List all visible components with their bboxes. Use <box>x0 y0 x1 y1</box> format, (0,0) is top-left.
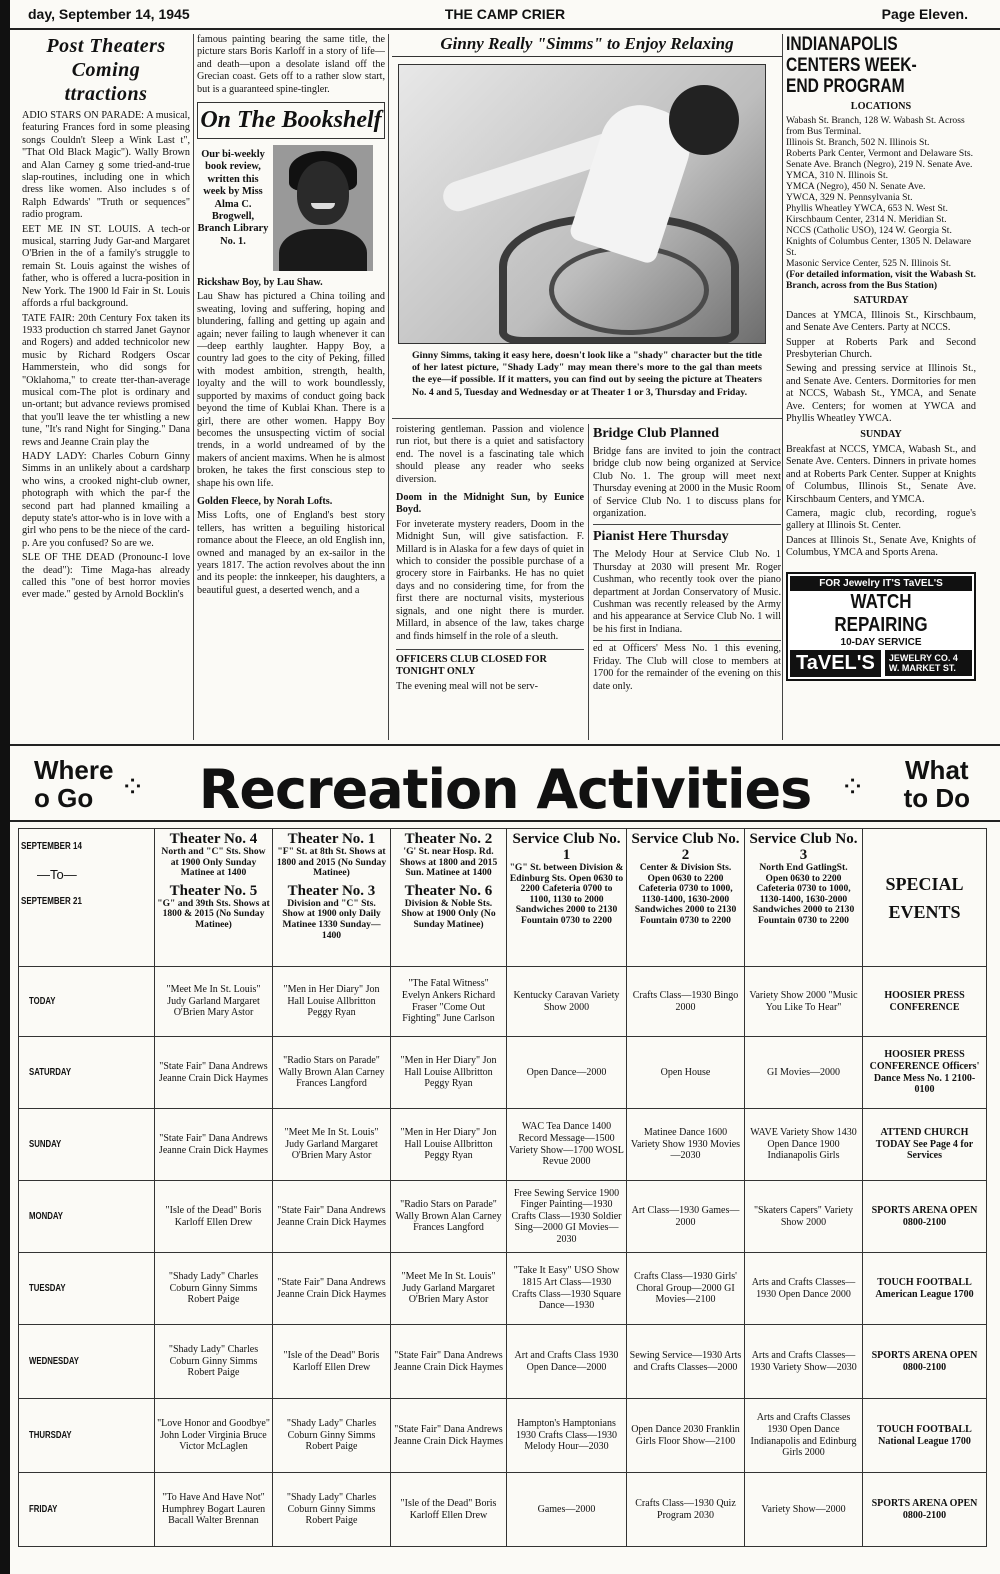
bookshelf-column <box>197 34 385 740</box>
schedule-cell: "State Fair" Dana Andrews Jeanne Crain Dick Haymes <box>391 1325 507 1399</box>
ginny-headline: Ginny Really "Simms" to Enjoy Relaxing <box>392 34 782 57</box>
schedule-cell: "To Have And Have Not" Humphrey Bogart Lauren Bacall Walter Brennan <box>155 1473 273 1547</box>
ad-headline: WATCH REPAIRING <box>834 590 928 636</box>
special-event-cell: SPORTS ARENA OPEN 0800-2100 <box>863 1181 987 1253</box>
schedule-cell: "Meet Me In St. Louis" Judy Garland Margaret O'Brien Mary Astor <box>391 1253 507 1325</box>
schedule-cell: WAVE Variety Show 1430 Open Dance 1900 Indianapolis Girls <box>745 1109 863 1181</box>
schedule-cell: "Isle of the Dead" Boris Karloff Ellen Drew <box>273 1325 391 1399</box>
review-continuation: famous painting bearing the same title, the picture stars Boris Karloff in a story of life—and death—upon a desolate island off the Grecian coast. Gets off to a rather slow start, but is a guaranteed spine-tingler. <box>197 34 385 95</box>
ginny-headline-wrap <box>392 34 782 62</box>
schedule-cell: Art and Crafts Class 1930 Open Dance—2000 <box>507 1325 627 1399</box>
schedule-row <box>19 1109 987 1181</box>
location-item: Knights of Columbus Center, 1305 N. Delaware St. <box>786 236 972 259</box>
section-rule <box>392 418 782 419</box>
ginny-simms-photo <box>398 64 766 344</box>
pianist-head: Pianist Here Thursday <box>593 529 729 545</box>
location-item: Illinois St. Branch, 502 N. Illinois St. <box>786 137 930 149</box>
issue-date: day, September 14, 1945 <box>28 6 190 22</box>
schedule-cell: Kentucky Caravan Variety Show 2000 <box>507 967 627 1037</box>
newspaper-title: THE CAMP CRIER <box>444 6 566 22</box>
schedule-cell: Crafts Class—1930 Quiz Program 2030 <box>627 1473 745 1547</box>
locations-head: LOCATIONS <box>850 101 912 112</box>
location-item: Wabash St. Branch, 128 W. Wabash St. Across from Bus Terminal. <box>786 115 965 138</box>
program-item: Breakfast at NCCS, YMCA, Wabash St., and Senate Ave. Centers. Dinners in private homes and at Roberts Park Center. Supper at Knights of Columbus, Illinois St., Senate Ave. Kirschbaum Centers, and YMCA. <box>786 443 976 505</box>
schedule-cell: "State Fair" Dana Andrews Jeanne Crain Dick Haymes <box>273 1181 391 1253</box>
column-rule <box>193 34 194 740</box>
date-range: SEPTEMBER 14 —To— SEPTEMBER 21 <box>19 829 155 967</box>
day-label: FRIDAY <box>19 1473 155 1547</box>
indianapolis-column <box>786 34 976 740</box>
column-rule <box>388 34 389 740</box>
program-item: Sewing and pressing service at Illinois St., and Senate Ave. Centers. Dormitories for men at NCCS, Wabash St., YMCA, and Senate Ave. Centers; for women at YWCA and Phyllis Wheatley YWCA. <box>786 363 976 425</box>
schedule-cell: Arts and Crafts Classes—1930 Open Dance 2000 <box>745 1253 863 1325</box>
ad-tagline: FOR Jewelry IT'S TaVEL'S <box>790 576 972 591</box>
schedule-cell: "Shady Lady" Charles Coburn Ginny Simms Robert Paige <box>273 1473 391 1547</box>
schedule-row <box>19 967 987 1037</box>
book-review: Miss Lofts, one of England's best story tellers, has written a beguiling historical romance about the Fleece, an old English inn, owned and managed by an ex-sailor in the years 1817. The action revolves about the inn and its people: the innkeeper, his daughters, a beautiful guest, a deserted wench, and a <box>197 510 385 596</box>
review-paragraph: EET ME IN ST. LOUIS. A tech-or musical, starring Judy Gar-and Margaret O'Brien in the of a family's struggle to remain St. Louis against the wishes of father, who is offered a lucra-position in New York. The 1900 ld Fair in St. Louis affords a rful background. <box>22 223 190 310</box>
special-event-cell: ATTEND CHURCH TODAY See Page 4 for Services <box>863 1109 987 1181</box>
special-event-cell: SPORTS ARENA OPEN 0800-2100 <box>863 1473 987 1547</box>
program-item: Camera, magic club, recording, rogue's gallery at Illinois St. Center. <box>786 507 976 532</box>
day-label: THURSDAY <box>19 1399 155 1473</box>
schedule-cell: Variety Show—2000 <box>745 1473 863 1547</box>
review-paragraph: ADIO STARS ON PARADE: A musical, featuring Frances ford in some pleasing songs Couldn't Sleep a Wink Last t", "That Old Black Magic"). Wally Brown and Alan Carney g some tried-and-true slap-routines, including one in which dress like women. Also includes s of Ralph Edwards' "Truth or sequences" radio program. <box>22 110 190 221</box>
officers-club-text: The evening meal will not be serv- <box>396 680 539 692</box>
location-item: Kirschbaum Center, 2314 N. Meridian St. <box>786 214 947 226</box>
schedule-cell: "Shady Lady" Charles Coburn Ginny Simms Robert Paige <box>155 1325 273 1399</box>
schedule-cell: Open Dance 2030 Franklin Girls Floor Show—2100 <box>627 1399 745 1473</box>
schedule-cell: Open House <box>627 1037 745 1109</box>
saturday-head: SATURDAY <box>853 295 909 307</box>
tavels-ad <box>786 572 976 681</box>
column-rule <box>782 34 783 740</box>
sunday-head: SUNDAY <box>860 429 902 441</box>
special-events-head: SPECIAL EVENTS <box>863 829 987 967</box>
pianist-text: The Melody Hour at Service Club No. 1 Thursday at 2030 will present Mr. Roger Cushman, who recently took over the piano department at Jordan Conservatory of Music. Cushman was recently released by the Army and his appearance at Service Club No. 1 will be his first in Indiana. <box>593 549 781 635</box>
clover-ornament-icon: ⁘ <box>120 771 146 804</box>
schedule-cell: "Men in Her Diary" Jon Hall Louise Allbritton Peggy Ryan <box>273 967 391 1037</box>
schedule-cell: Arts and Crafts Classes—1930 Variety Show—2030 <box>745 1325 863 1399</box>
page-number: Page Eleven. <box>881 6 968 22</box>
schedule-row <box>19 1473 987 1547</box>
book-review-continued: roistering gentleman. Passion and violence run riot, but there is a quiet and satisfactory end. The novel is a fascinating tale which should please any reader who seeks diversion. Doom in the Midnight Sun, by Eunice Boyd. For inveterate mystery readers, Doom in the Midnight Sun, will give satisfaction. F. Millard is in Alaska for a few days of quiet in which to consider the possible purchase of a grocery store in Fairbanks. He has no quiet days and no considering time, for from the first there are nocturnal visits, mysterious signals, and one night there is murder. Millard, in absence of the law, takes charge and finds himself in the role of a sleuth. OFFICERS CLUB CLOSED FOR TONIGHT ONLY The evening meal will not be serv- <box>396 424 584 692</box>
officers-club-continued: ed at Officers' Mess No. 1 this evening, Friday. The Club will close to members at 1700 for the remainder of the evening on this date only. <box>593 643 781 692</box>
location-list <box>786 115 976 291</box>
location-item: Senate Ave. Branch (Negro), 219 N. Senate Ave. <box>786 159 973 171</box>
schedule-cell: "Isle of the Dead" Boris Karloff Ellen Drew <box>155 1181 273 1253</box>
schedule-cell: "Take It Easy" USO Show 1815 Art Class—1930 Crafts Class—1930 Square Dance—1930 <box>507 1253 627 1325</box>
book-review: Lau Shaw has pictured a China toiling and sweating, loving and suffering, hoping and blundering, falling and getting up again and again; never failing to laugh whenever it can—deep earthly laughter. Happy Boy, a country lad goes to the city of Peking, filled with modest ambition, strength, health, loyalty and the will to work boundlessly, supported by maxims of conduct going back beyond the time of Kublai Khan. There is a girl, there are other women. Happy Boy becomes the unsuspecting victim of social trends, in a world undreamed of by the makers of ancient maxims. When he is almost broken, he takes the first conscious step to shape his own life. <box>197 291 385 489</box>
clover-ornament-icon: ⁘ <box>840 771 866 804</box>
book-title: Rickshaw Boy, by Lau Shaw. <box>197 277 323 289</box>
schedule-row <box>19 1253 987 1325</box>
schedule-row <box>19 1399 987 1473</box>
schedule-cell: "Radio Stars on Parade" Wally Brown Alan Carney Frances Langford <box>273 1037 391 1109</box>
special-event-cell: SPORTS ARENA OPEN 0800-2100 <box>863 1325 987 1399</box>
schedule-row <box>19 1037 987 1109</box>
book-title: Golden Fleece, by Norah Lofts. <box>197 495 333 507</box>
schedule-cell: Matinee Dance 1600 Variety Show 1930 Movies—2030 <box>627 1109 745 1181</box>
location-note: (For detailed information, visit the Wabash St. Branch, across from the Bus Station) <box>786 269 976 292</box>
banner-right: What to Do <box>903 755 970 813</box>
day-label: MONDAY <box>19 1181 155 1253</box>
venue-theater-4-5: Theater No. 4 North and "C" Sts. Show at 1900 Only Sunday Matinee at 1400 Theater No. 5 "G" and 39th Sts. Shows at 1800 & 2015 (No Sunday Matinee) <box>155 829 273 967</box>
program-item: Dances at YMCA, Illinois St., Kirschbaum, and Senate Ave Centers. Party at NCCS. <box>786 309 976 334</box>
post-theaters-title: Post Theaters Coming ttractions <box>46 35 166 105</box>
book-review: For inveterate mystery readers, Doom in the Midnight Sun, will give satisfaction. F. Millard is in Alaska for a few days of quiet in which to consider the possible purchase of a grocery store in Fairbanks. He has no quiet days and no considering time, for from the first there are nocturnal visits, mysterious signals, and one night there is murder. Millard, in absence of the law, takes charge and finds himself in the role of a sleuth. <box>396 518 584 642</box>
bridge-club-head: Bridge Club Planned <box>593 426 720 441</box>
location-item: Phyllis Wheatley YWCA, 653 N. West St. <box>786 203 948 215</box>
schedule-cell: "Meet Me In St. Louis" Judy Garland Margaret O'Brien Mary Astor <box>155 967 273 1037</box>
schedule-cell: Hampton's Hamptonians 1930 Crafts Class—1930 Melody Hour—2030 <box>507 1399 627 1473</box>
banner-left: Where o Go <box>34 755 114 813</box>
indianapolis-title: INDIANAPOLIS CENTERS WEEK-END PROGRAM <box>786 34 917 97</box>
book-title: Doom in the Midnight Sun, by Eunice Boyd. <box>396 492 584 516</box>
venue-service-club-1: Service Club No. 1 "G" St. between Division & Edinburg Sts. Open 0630 to 2200 Cafeteria 0700 to 1100, 1130 to 2000 Sandwiches 2000 to 2130 Fountain 0730 to 2200 <box>507 829 627 967</box>
schedule-cell: GI Movies—2000 <box>745 1037 863 1109</box>
reviewer-portrait <box>273 145 373 271</box>
schedule-row <box>19 1181 987 1253</box>
schedule-cell: "Shady Lady" Charles Coburn Ginny Simms Robert Paige <box>273 1399 391 1473</box>
schedule-cell: "The Fatal Witness" Evelyn Ankers Richard Fraser "Come Out Fighting" June Carlson <box>391 967 507 1037</box>
page-header <box>10 0 1000 30</box>
special-event-cell: TOUCH FOOTBALL American League 1700 <box>863 1253 987 1325</box>
bookshelf-intro-text: Our bi-weekly book review, written this week by Miss Alma C. Brogwell, Branch Library No. 1. <box>197 149 269 247</box>
day-label: TUESDAY <box>19 1253 155 1325</box>
schedule-cell: Games—2000 <box>507 1473 627 1547</box>
schedule-cell: Art Class—1930 Games—2000 <box>627 1181 745 1253</box>
column-rule <box>588 424 589 740</box>
schedule-cell: "Love Honor and Goodbye" John Loder Virginia Bruce Victor McLaglen <box>155 1399 273 1473</box>
venue-service-club-2: Service Club No. 2 Center & Division Sts. Open 0630 to 2200 Cafeteria 0730 to 1000, 1130-1400, 1630-2000 Sandwiches 2000 to 2130 Fountain 0730 to 2200 <box>627 829 745 967</box>
schedule-cell: "State Fair" Dana Andrews Jeanne Crain Dick Haymes <box>155 1037 273 1109</box>
venue-theater-1-3: Theater No. 1 "F" St. at 8th St. Shows at 1800 and 2015 (No Sunday Matinee) Theater No. 3 Division and "C" Sts. Show at 1900 only Daily Matinee 1330 Sunday—1400 <box>273 829 391 967</box>
special-event-cell: HOOSIER PRESS CONFERENCE <box>863 967 987 1037</box>
schedule-cell: "State Fair" Dana Andrews Jeanne Crain Dick Haymes <box>155 1109 273 1181</box>
day-label: SUNDAY <box>19 1109 155 1181</box>
schedule-cell: Crafts Class—1930 Bingo 2000 <box>627 967 745 1037</box>
officers-club-head: OFFICERS CLUB CLOSED FOR TONIGHT ONLY <box>396 653 547 678</box>
review-paragraph: HADY LADY: Charles Coburn Ginny Simms in an unlikely about a cardsharp who wins, a crooked night-club owner, photograph with which the par-f the second part had planned kmailing a deputy state's attor-who is in love with a girl who pens to be the niece of the card-p. Are you confused? So are we. <box>22 450 190 549</box>
schedule-cell: Crafts Class—1930 Girls' Choral Group—2000 GI Movies—2100 <box>627 1253 745 1325</box>
schedule-row <box>19 1325 987 1399</box>
schedule-cell: Sewing Service—1930 Arts and Crafts Classes—2000 <box>627 1325 745 1399</box>
schedule-cell: "Meet Me In St. Louis" Judy Garland Margaret O'Brien Mary Astor <box>273 1109 391 1181</box>
day-label: WEDNESDAY <box>19 1325 155 1399</box>
page-edge <box>0 0 10 1574</box>
special-event-cell: HOOSIER PRESS CONFERENCE Officers' Dance Mess No. 1 2100-0100 <box>863 1037 987 1109</box>
review-paragraph: SLE OF THE DEAD (Pronounc-I love the dead"): Time Maga-has already called this "one of best horror movies ever made." gested by Arnold Bocklin's <box>22 552 190 601</box>
bookshelf-intro <box>197 145 385 271</box>
banner-title: Recreation Activities <box>198 758 812 821</box>
location-item: YMCA (Negro), 450 N. Senate Ave. <box>786 181 926 193</box>
ad-store: JEWELRY CO. 4 W. MARKET ST. <box>885 650 972 676</box>
location-item: NCCS (Catholic USO), 124 W. Georgia St. <box>786 225 952 237</box>
program-item: Supper at Roberts Park and Second Presbyterian Church. <box>786 336 976 361</box>
schedule-cell: "Shady Lady" Charles Coburn Ginny Simms Robert Paige <box>155 1253 273 1325</box>
location-item: YWCA, 329 N. Pennsylvania St. <box>786 192 913 204</box>
schedule-cell: WAC Tea Dance 1400 Record Message—1500 Variety Show—1700 WOSL Revue 2000 <box>507 1109 627 1181</box>
bridge-club-text: Bridge fans are invited to join the contract bridge club now being organized at Service Club No. 1. The group will meet next Thursday evening at 2000 in the Music Room of Service Club No. 1 to discuss plans for organization. <box>593 446 781 520</box>
venue-theater-2-6: Theater No. 2 'G' St. near Hosp. Rd. Shows at 1800 and 2015 Sun. Matinee at 1400 Theater No. 6 Division & Noble Sts. Show at 1900 Only (No Sunday Matinee) <box>391 829 507 967</box>
schedule-cell: Free Sewing Service 1900 Finger Painting—1930 Crafts Class—1930 Soldier Sing—2000 GI Movies—2030 <box>507 1181 627 1253</box>
review-paragraph: TATE FAIR: 20th Century Fox taken its 1933 production ch starred Janet Gaynor and Rogers) and added technicolor new music by Richard Rodgers Oscar Hammerstein, who did songs for "Oklahoma," to create tter-than-average musical com-The plot is ordinary and un-ortant; but advance reviews promised that you'll leave the ter whistling a new tune, "It's rand Night for Singing." Dana rews and Jeanne Crain play the <box>22 312 190 448</box>
schedule-cell: "Isle of the Dead" Boris Karloff Ellen Drew <box>391 1473 507 1547</box>
schedule-cell: "Radio Stars on Parade" Wally Brown Alan Carney Frances Langford <box>391 1181 507 1253</box>
post-theaters-column <box>22 34 190 740</box>
ad-logo: TaVEL'S <box>790 650 881 677</box>
location-item: Masonic Service Center, 525 N. Illinois St. <box>786 258 952 270</box>
schedule-cell: "State Fair" Dana Andrews Jeanne Crain Dick Haymes <box>273 1253 391 1325</box>
venue-service-club-3: Service Club No. 3 North End GatlingSt. Open 0630 to 2200 Cafeteria 0730 to 1000, 1130-1400, 1630-2000 Sandwiches 2000 to 2130 Fountain 0730 to 2200 <box>745 829 863 967</box>
ad-subline: 10-DAY SERVICE <box>840 636 922 648</box>
photo-caption: Ginny Simms, taking it easy here, doesn't look like a "shady" character but the title of her latest picture, "Shady Lady" may mean there's more to the gal than meets the eye—if possible. If it matters, you can find out by seeing the picture at Theaters No. 4 and 5, Tuesday and Wednesday or at Theater 1 or 3, Thursday and Friday. <box>412 350 762 398</box>
day-label: SATURDAY <box>19 1037 155 1109</box>
activities-schedule <box>18 828 987 1547</box>
day-label: TODAY <box>19 967 155 1037</box>
program-item: Dances at Illinois St., Senate Ave, Knights of Columbus, YMCA and Sports Arena. <box>786 534 976 559</box>
schedule-cell: Open Dance—2000 <box>507 1037 627 1109</box>
schedule-cell: Arts and Crafts Classes 1930 Open Dance Indianapolis and Edinburg Girls 2000 <box>745 1399 863 1473</box>
schedule-cell: "Skaters Capers" Variety Show 2000 <box>745 1181 863 1253</box>
schedule-cell: Variety Show 2000 "Music You Like To Hear" <box>745 967 863 1037</box>
location-item: YMCA, 310 N. Illinois St. <box>786 170 889 182</box>
location-item: Roberts Park Center, Vermont and Delaware Sts. <box>786 148 974 160</box>
schedule-cell: "Men in Her Diary" Jon Hall Louise Allbritton Peggy Ryan <box>391 1037 507 1109</box>
special-event-cell: TOUCH FOOTBALL National League 1700 <box>863 1399 987 1473</box>
announcements-column <box>593 424 781 740</box>
schedule-cell: "Men in Her Diary" Jon Hall Louise Allbritton Peggy Ryan <box>391 1109 507 1181</box>
recreation-banner <box>10 744 1000 822</box>
schedule-cell: "State Fair" Dana Andrews Jeanne Crain Dick Haymes <box>391 1399 507 1473</box>
bookshelf-title: On The Bookshelf <box>197 102 385 139</box>
schedule-header-row <box>19 829 987 967</box>
